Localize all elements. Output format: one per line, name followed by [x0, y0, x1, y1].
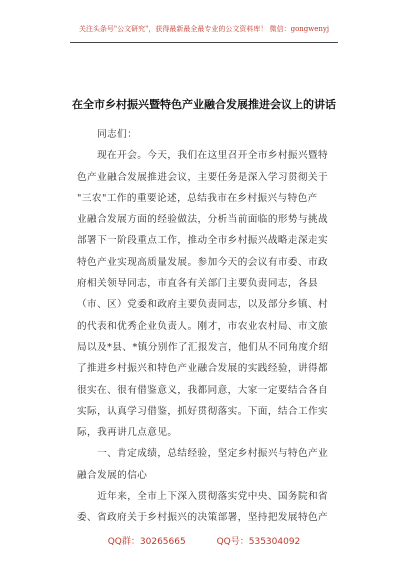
section-heading: 融合发展的信心: [77, 469, 148, 481]
document-body: [77, 124, 347, 529]
header-divider: [70, 42, 338, 43]
body-line: 业融合发展方面的经验做法，分析当前面临的形势与挑战: [77, 214, 329, 226]
body-line: 同志们：: [77, 129, 138, 140]
document-title: 在全市乡村振兴暨特色产业融合发展推进会议上的讲话: [72, 98, 336, 111]
body-line: 的代表和优秀企业负责人。刚才，市农业农村局、市文旅: [77, 320, 329, 332]
body-line: 局以及*县、*镇分别作了汇报发言，他们从不同角度介绍: [77, 341, 329, 353]
body-line: 现在开会。今天，我们在这里召开全市乡村振兴暨特: [77, 150, 329, 162]
body-line: 部署下一阶段重点工作，推动全市乡村振兴战略走深走实: [77, 235, 329, 247]
body-line: 特色产业实现高质量发展。参加今天的会议有市委、市政: [77, 256, 329, 268]
body-line: "三农"工作的重要论述，总结我市在乡村振兴与特色产: [77, 192, 318, 204]
body-line: （市、区）党委和政府主要负责同志，以及部分乡镇、村: [77, 299, 329, 311]
body-line: 很实在、很有借鉴意义，我都同意，大家一定要结合各自: [77, 384, 329, 396]
body-line: 府相关领导同志，市直各有关部门主要负责同志，各县: [77, 278, 319, 290]
section-heading: 一、肯定成绩，总结经验，坚定乡村振兴与特色产业: [77, 448, 329, 460]
footer-qq-group: QQ群：30265665: [107, 537, 186, 547]
body-line: 了推进乡村振兴和特色产业融合发展的实践经验，讲得都: [77, 363, 329, 375]
body-line: 际，我再讲几点意见。: [77, 427, 178, 439]
body-line: 近年来，全市上下深入贯彻落实党中央、国务院和省: [77, 491, 329, 503]
body-line: 实际，认真学习借鉴，抓好贯彻落实。下面，结合工作实: [77, 405, 329, 417]
body-line: 委、省政府关于乡村振兴的决策部署，坚持把发展特色产: [77, 512, 329, 524]
header-notice: 关注头条号"公文研究"，获得最新最全最专业的公文资料库！ 微信：gongwenyj: [78, 25, 330, 33]
body-line: 色产业融合发展推进会议，主要任务是深入学习贯彻关于: [77, 171, 329, 183]
footer-qq-number: QQ号：535304092: [216, 537, 301, 547]
footer-contact: [0, 534, 408, 547]
